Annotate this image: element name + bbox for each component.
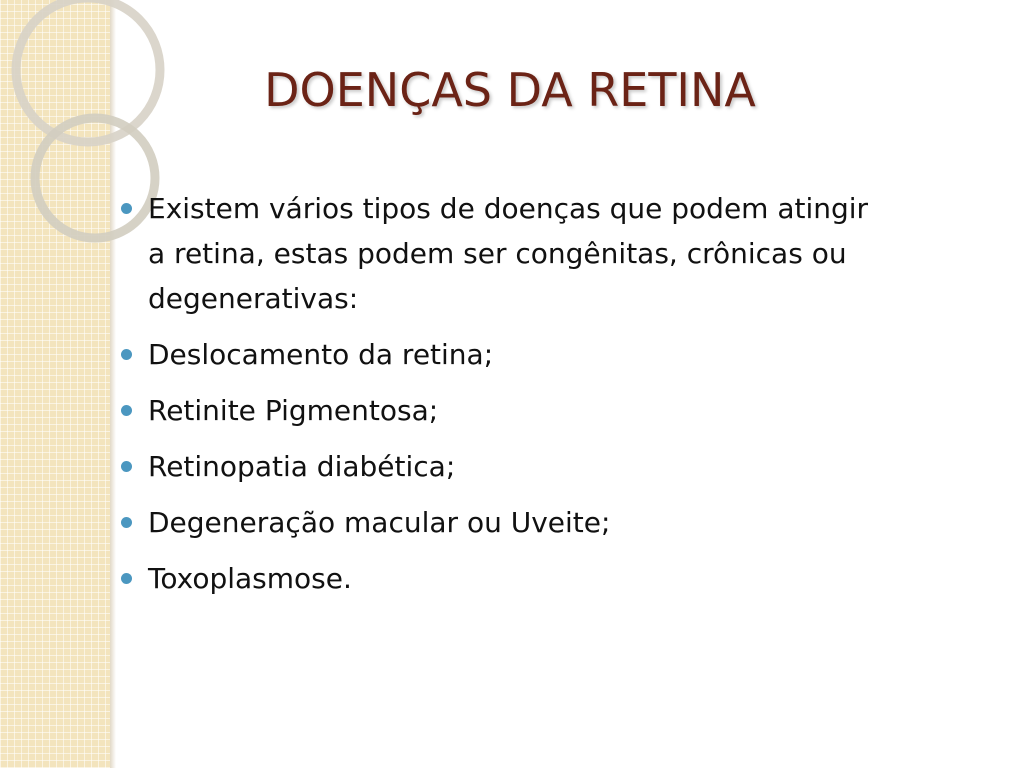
bullet-item-deslocamento <box>118 332 888 377</box>
bullet-item-retinite <box>118 388 888 433</box>
bullet-item-toxoplasmose <box>118 556 888 601</box>
bullet-item-intro <box>118 186 888 321</box>
bullet-text: Existem vários tipos de doenças que podem atingir a retina, estas podem ser congênitas, crônicas ou degenerativas: <box>148 192 869 315</box>
bullet-text: Deslocamento da retina; <box>148 338 494 371</box>
bullet-text: Toxoplasmose. <box>148 562 352 595</box>
bullet-text: Retinite Pigmentosa; <box>148 394 439 427</box>
bullet-item-degeneracao <box>118 500 888 545</box>
bullet-dot-icon <box>121 517 132 528</box>
bullet-dot-icon <box>121 405 132 416</box>
slide-title: DOENÇAS DA RETINA <box>264 63 756 117</box>
bullet-dot-icon <box>121 349 132 360</box>
bullet-item-retinopatia <box>118 444 888 489</box>
bullet-list <box>118 186 888 612</box>
bullet-dot-icon <box>121 461 132 472</box>
bullet-dot-icon <box>121 203 132 214</box>
bullet-text: Retinopatia diabética; <box>148 450 456 483</box>
bullet-text: Degeneração macular ou Uveite; <box>148 506 611 539</box>
bullet-dot-icon <box>121 573 132 584</box>
